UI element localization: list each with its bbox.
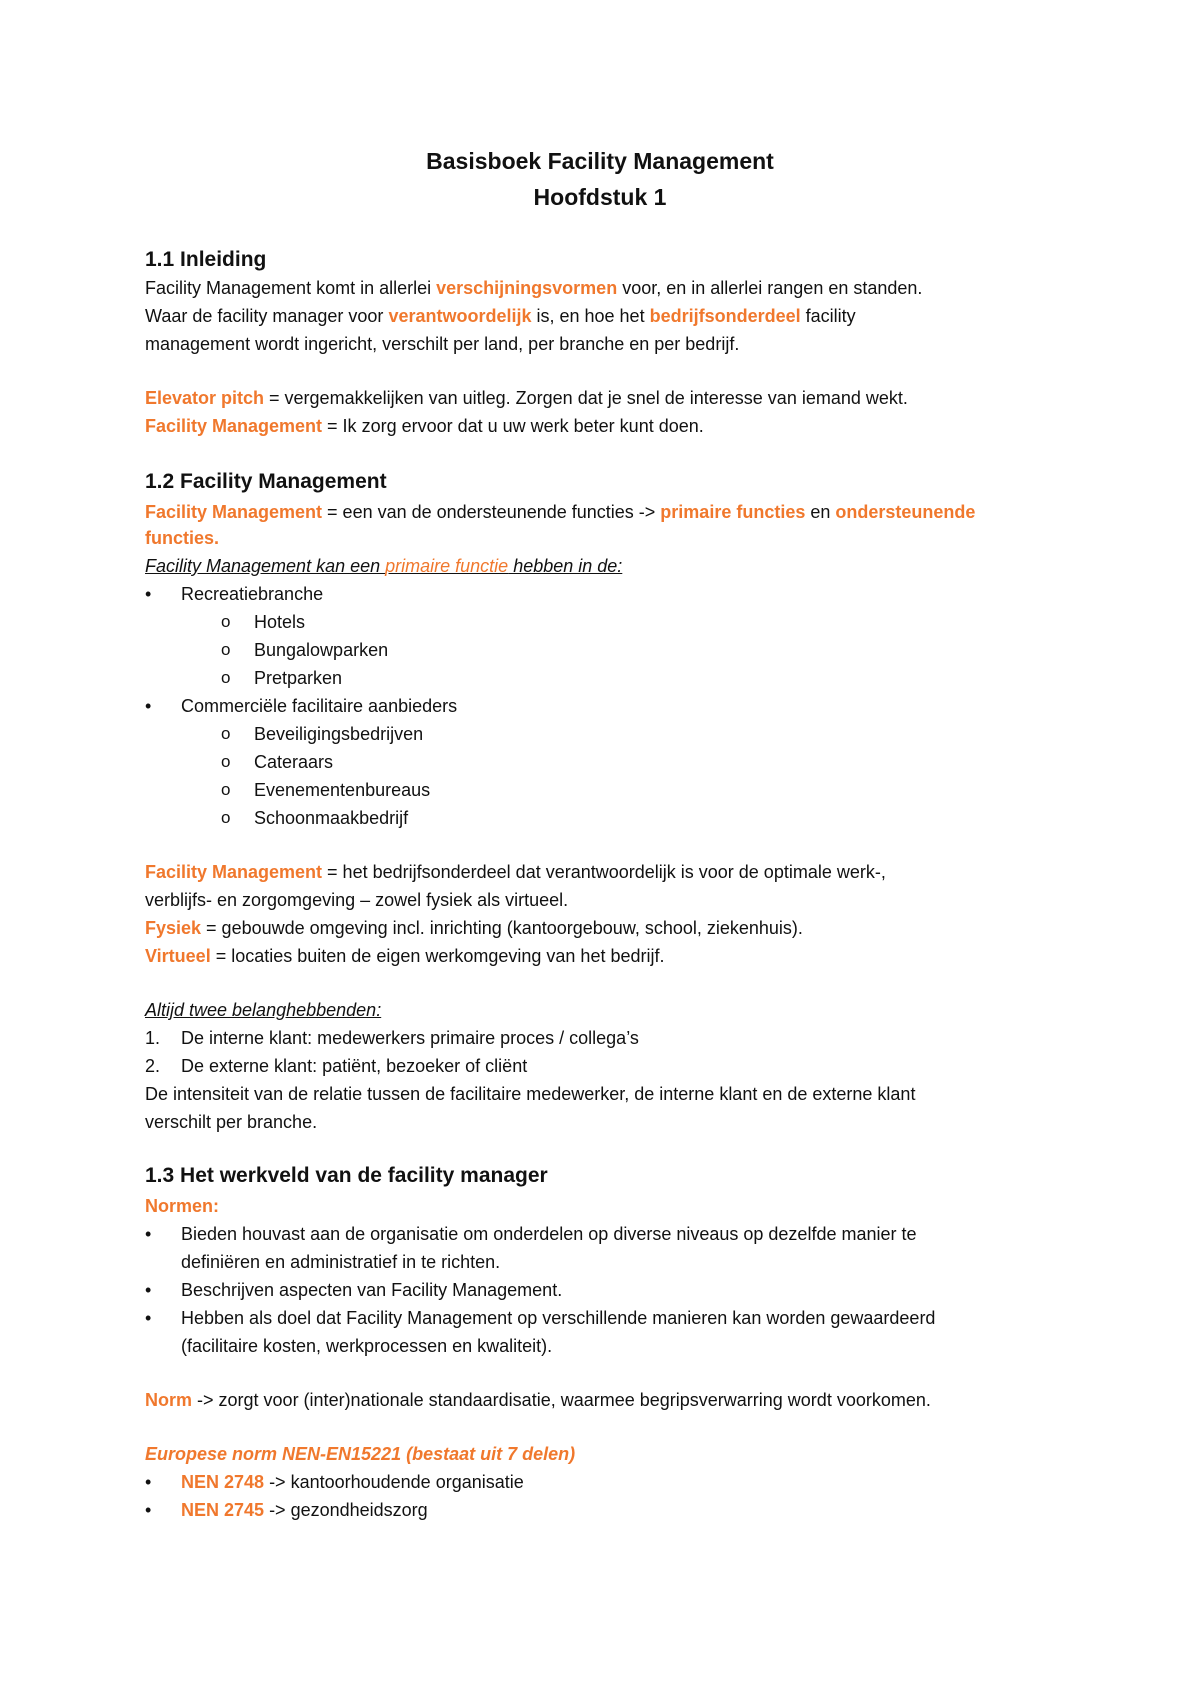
subheading: Altijd twee belanghebbenden: bbox=[145, 1000, 382, 1020]
sub-list-item: Beveiligingsbedrijven bbox=[254, 724, 424, 744]
highlight-term: verantwoordelijk bbox=[388, 306, 532, 326]
list-item: Recreatiebranche bbox=[181, 584, 324, 604]
list-item bbox=[181, 1470, 524, 1494]
highlight-term: primaire functie bbox=[385, 556, 509, 576]
sub-list-item: Bungalowparken bbox=[254, 640, 389, 660]
bullet-marker: • bbox=[145, 1472, 152, 1492]
sub-bullet-marker: o bbox=[221, 780, 231, 799]
sub-bullet-marker: o bbox=[221, 640, 231, 659]
list-item: De interne klant: medewerkers primaire proces / collega’s bbox=[181, 1028, 639, 1048]
definition-term: Facility Management bbox=[145, 862, 323, 882]
paragraph-line bbox=[145, 304, 856, 328]
list-item-cont: (facilitaire kosten, werkprocessen en kwaliteit). bbox=[181, 1336, 553, 1356]
text: = vergemakkelijken van uitleg. Zorgen dat je snel de interesse van iemand wekt. bbox=[264, 388, 908, 408]
bullet-marker: • bbox=[145, 584, 152, 604]
definition-line bbox=[145, 944, 664, 968]
subheading bbox=[145, 554, 622, 578]
text: Facility Management kan een bbox=[145, 556, 386, 576]
list-item: Bieden houvast aan de organisatie om onderdelen op diverse niveaus op dezelfde manier te bbox=[181, 1224, 917, 1244]
definition-term: Norm bbox=[145, 1390, 193, 1410]
text: = een van de ondersteunende functies -> bbox=[322, 502, 661, 522]
text: hebben in de: bbox=[508, 556, 623, 576]
paragraph-line bbox=[145, 276, 922, 300]
list-item: De externe klant: patiënt, bezoeker of cliënt bbox=[181, 1056, 528, 1076]
text: = locaties buiten de eigen werkomgeving van het bedrijf. bbox=[210, 946, 665, 966]
text: -> kantoorhoudende organisatie bbox=[264, 1472, 524, 1492]
paragraph-line: management wordt ingericht, verschilt per land, per branche en per bedrijf. bbox=[145, 334, 740, 354]
sub-list-item: Pretparken bbox=[254, 668, 343, 688]
text: = gebouwde omgeving incl. inrichting (kantoorgebouw, school, ziekenhuis). bbox=[201, 918, 803, 938]
definition-term: Facility Management bbox=[145, 416, 323, 436]
list-item-cont: definiëren en administratief in te richten. bbox=[181, 1252, 501, 1272]
text: is, en hoe het bbox=[531, 306, 650, 326]
definition-line bbox=[145, 1388, 931, 1412]
sub-list-item: Hotels bbox=[254, 612, 306, 632]
list-item: Beschrijven aspecten van Facility Management. bbox=[181, 1280, 563, 1300]
list-number: 2. bbox=[145, 1056, 161, 1076]
text: Waar de facility manager voor bbox=[145, 306, 389, 326]
definition-term: Elevator pitch bbox=[145, 388, 265, 408]
list-number: 1. bbox=[145, 1028, 161, 1048]
definition-term: Fysiek bbox=[145, 918, 202, 938]
text: -> zorgt voor (inter)nationale standaardisatie, waarmee begripsverwarring wordt voorkomen. bbox=[192, 1390, 931, 1410]
highlight-term: ondersteunende bbox=[835, 502, 976, 522]
definition-line-cont: functies. bbox=[145, 528, 220, 548]
text: en bbox=[805, 502, 836, 522]
definition-line bbox=[145, 860, 886, 884]
section-heading-1-3: 1.3 Het werkveld van de facility manager bbox=[145, 1164, 548, 1187]
text: facility bbox=[800, 306, 856, 326]
definition-term: Virtueel bbox=[145, 946, 211, 966]
text: = het bedrijfsonderdeel dat verantwoordelijk is voor de optimale werk-, bbox=[322, 862, 886, 882]
definition-term: Facility Management bbox=[145, 502, 323, 522]
sub-list-item: Evenementenbureaus bbox=[254, 780, 431, 800]
highlight-term: verschijningsvormen bbox=[436, 278, 618, 298]
list-item: Commerciële facilitaire aanbieders bbox=[181, 696, 458, 716]
highlight-term: bedrijfsonderdeel bbox=[649, 306, 801, 326]
paragraph-line: De intensiteit van de relatie tussen de facilitaire medewerker, de interne klant en de externe klant bbox=[145, 1084, 916, 1104]
sub-list-item: Schoonmaakbedrijf bbox=[254, 808, 409, 828]
bullet-marker: • bbox=[145, 1500, 152, 1520]
list-item bbox=[181, 1498, 428, 1522]
definition-line bbox=[145, 386, 908, 410]
norm-code: NEN 2745 bbox=[181, 1500, 265, 1520]
chapter-title: Hoofdstuk 1 bbox=[533, 184, 667, 210]
norm-code: NEN 2748 bbox=[181, 1472, 265, 1492]
bullet-marker: • bbox=[145, 1224, 152, 1244]
subheading: Normen: bbox=[145, 1196, 220, 1216]
definition-line bbox=[145, 916, 803, 940]
sub-bullet-marker: o bbox=[221, 752, 231, 771]
text: -> gezondheidszorg bbox=[264, 1500, 428, 1520]
section-heading-1-1: 1.1 Inleiding bbox=[145, 248, 267, 271]
text: voor, en in allerlei rangen en standen. bbox=[617, 278, 923, 298]
sub-bullet-marker: o bbox=[221, 724, 231, 743]
highlight-term: primaire functies bbox=[660, 502, 806, 522]
sub-bullet-marker: o bbox=[221, 612, 231, 631]
definition-line bbox=[145, 414, 704, 438]
document-title: Basisboek Facility Management bbox=[426, 148, 774, 174]
sub-bullet-marker: o bbox=[221, 808, 231, 827]
paragraph-line: verschilt per branche. bbox=[145, 1112, 318, 1132]
text: Facility Management komt in allerlei bbox=[145, 278, 437, 298]
sub-list-item: Cateraars bbox=[254, 752, 334, 772]
bullet-marker: • bbox=[145, 1308, 152, 1328]
bullet-marker: • bbox=[145, 1280, 152, 1300]
list-item: Hebben als doel dat Facility Management op verschillende manieren kan worden gewaardeerd bbox=[181, 1308, 936, 1328]
subheading: Europese norm NEN-EN15221 (bestaat uit 7 delen) bbox=[145, 1444, 576, 1464]
section-heading-1-2: 1.2 Facility Management bbox=[145, 470, 387, 493]
definition-line bbox=[145, 500, 975, 524]
definition-line-cont: verblijfs- en zorgomgeving – zowel fysiek als virtueel. bbox=[145, 890, 569, 910]
sub-bullet-marker: o bbox=[221, 668, 231, 687]
text: = Ik zorg ervoor dat u uw werk beter kunt doen. bbox=[322, 416, 704, 436]
bullet-marker: • bbox=[145, 696, 152, 716]
